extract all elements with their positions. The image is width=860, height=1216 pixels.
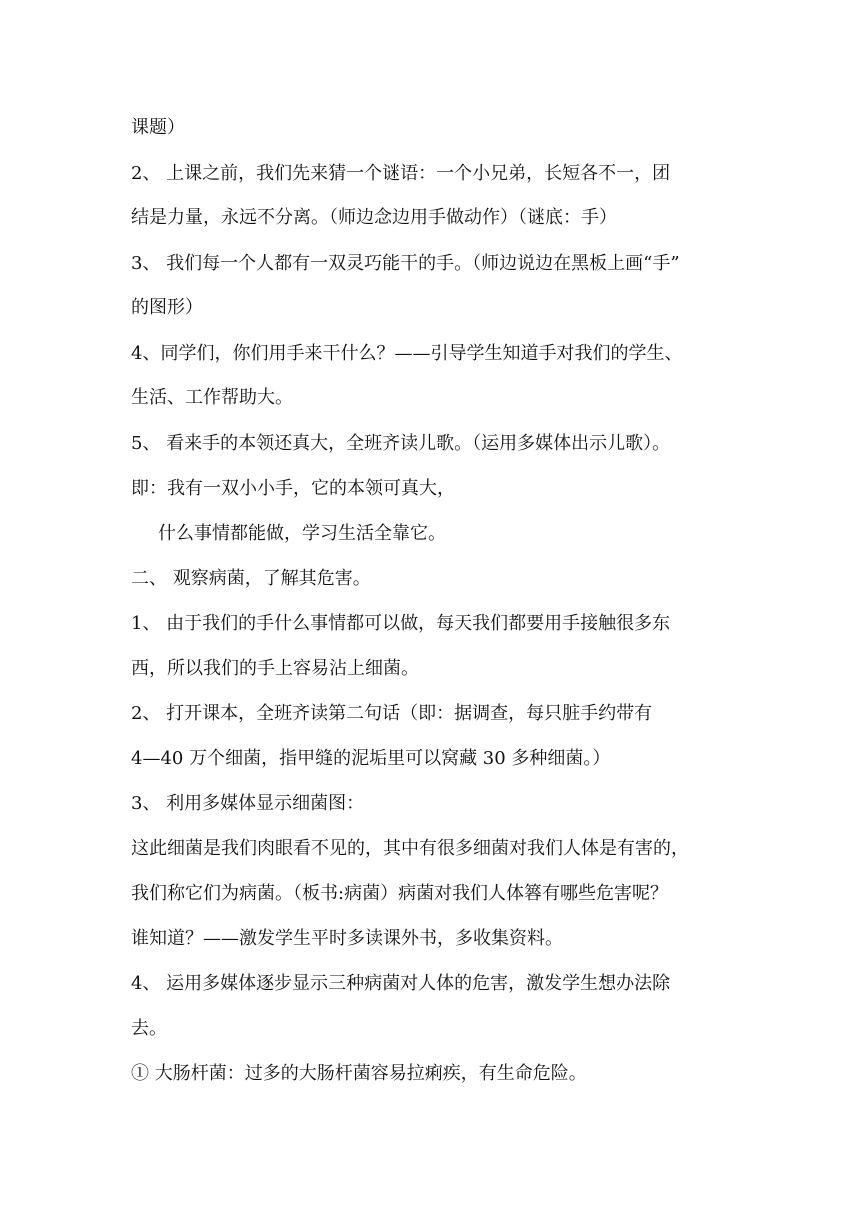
text-line: 这此细菌是我们肉眼看不见的，其中有很多细菌对我们人体是有害的， bbox=[131, 838, 689, 859]
text-line: 4、 运用多媒体逐步显示三种病菌对人体的危害，激发学生想办法除 bbox=[131, 973, 671, 994]
text-line: 什么事情都能做，学习生活全靠它。 bbox=[158, 523, 446, 544]
text-line: ① 大肠杆菌：过多的大肠杆菌容易拉痢疾，有生命危险。 bbox=[131, 1063, 587, 1084]
text-line: 5、 看来手的本领还真大，全班齐读儿歌。（运用多媒体出示儿歌）。 bbox=[131, 433, 671, 454]
section-heading: 二、 观察病菌，了解其危害。 bbox=[131, 568, 371, 589]
text-line: 3、 我们每一个人都有一双灵巧能干的手。（师边说边在黑板上画“手” bbox=[131, 253, 680, 274]
text-line: 生活、工作帮助大。 bbox=[131, 387, 293, 408]
text-line: 的图形） bbox=[131, 297, 203, 318]
text-line: 2、 打开课本，全班齐读第二句话（即：据调查，每只脏手约带有 bbox=[131, 703, 653, 724]
text-line: 即：我有一双小小手，它的本领可真大， bbox=[131, 478, 455, 499]
text-line: 1、 由于我们的手什么事情都可以做，每天我们都要用手接触很多东 bbox=[131, 613, 671, 634]
text-line: 谁知道？——激发学生平时多读课外书，多收集资料。 bbox=[131, 928, 563, 949]
text-line: 结是力量，永远不分离。（师边念边用手做动作）（谜底：手） bbox=[131, 207, 617, 228]
text-line: 课题） bbox=[131, 117, 185, 138]
text-line: 4—40 万个细菌，指甲缝的泥垢里可以窝藏 30 多种细菌。） bbox=[131, 748, 611, 769]
text-line: 去。 bbox=[131, 1018, 167, 1039]
text-line: 3、 利用多媒体显示细菌图： bbox=[131, 793, 365, 814]
text-line: 西，所以我们的手上容易沾上细菌。 bbox=[131, 658, 419, 679]
text-line: 4、同学们，你们用手来干什么？——引导学生知道手对我们的学生、 bbox=[131, 343, 683, 364]
text-line: 我们称它们为病菌。（板书:病菌）病菌对我们人体簭有哪些危害呢？ bbox=[131, 883, 669, 904]
text-line: 2、 上课之前，我们先来猜一个谜语：一个小兄弟，长短各不一，团 bbox=[131, 163, 671, 184]
